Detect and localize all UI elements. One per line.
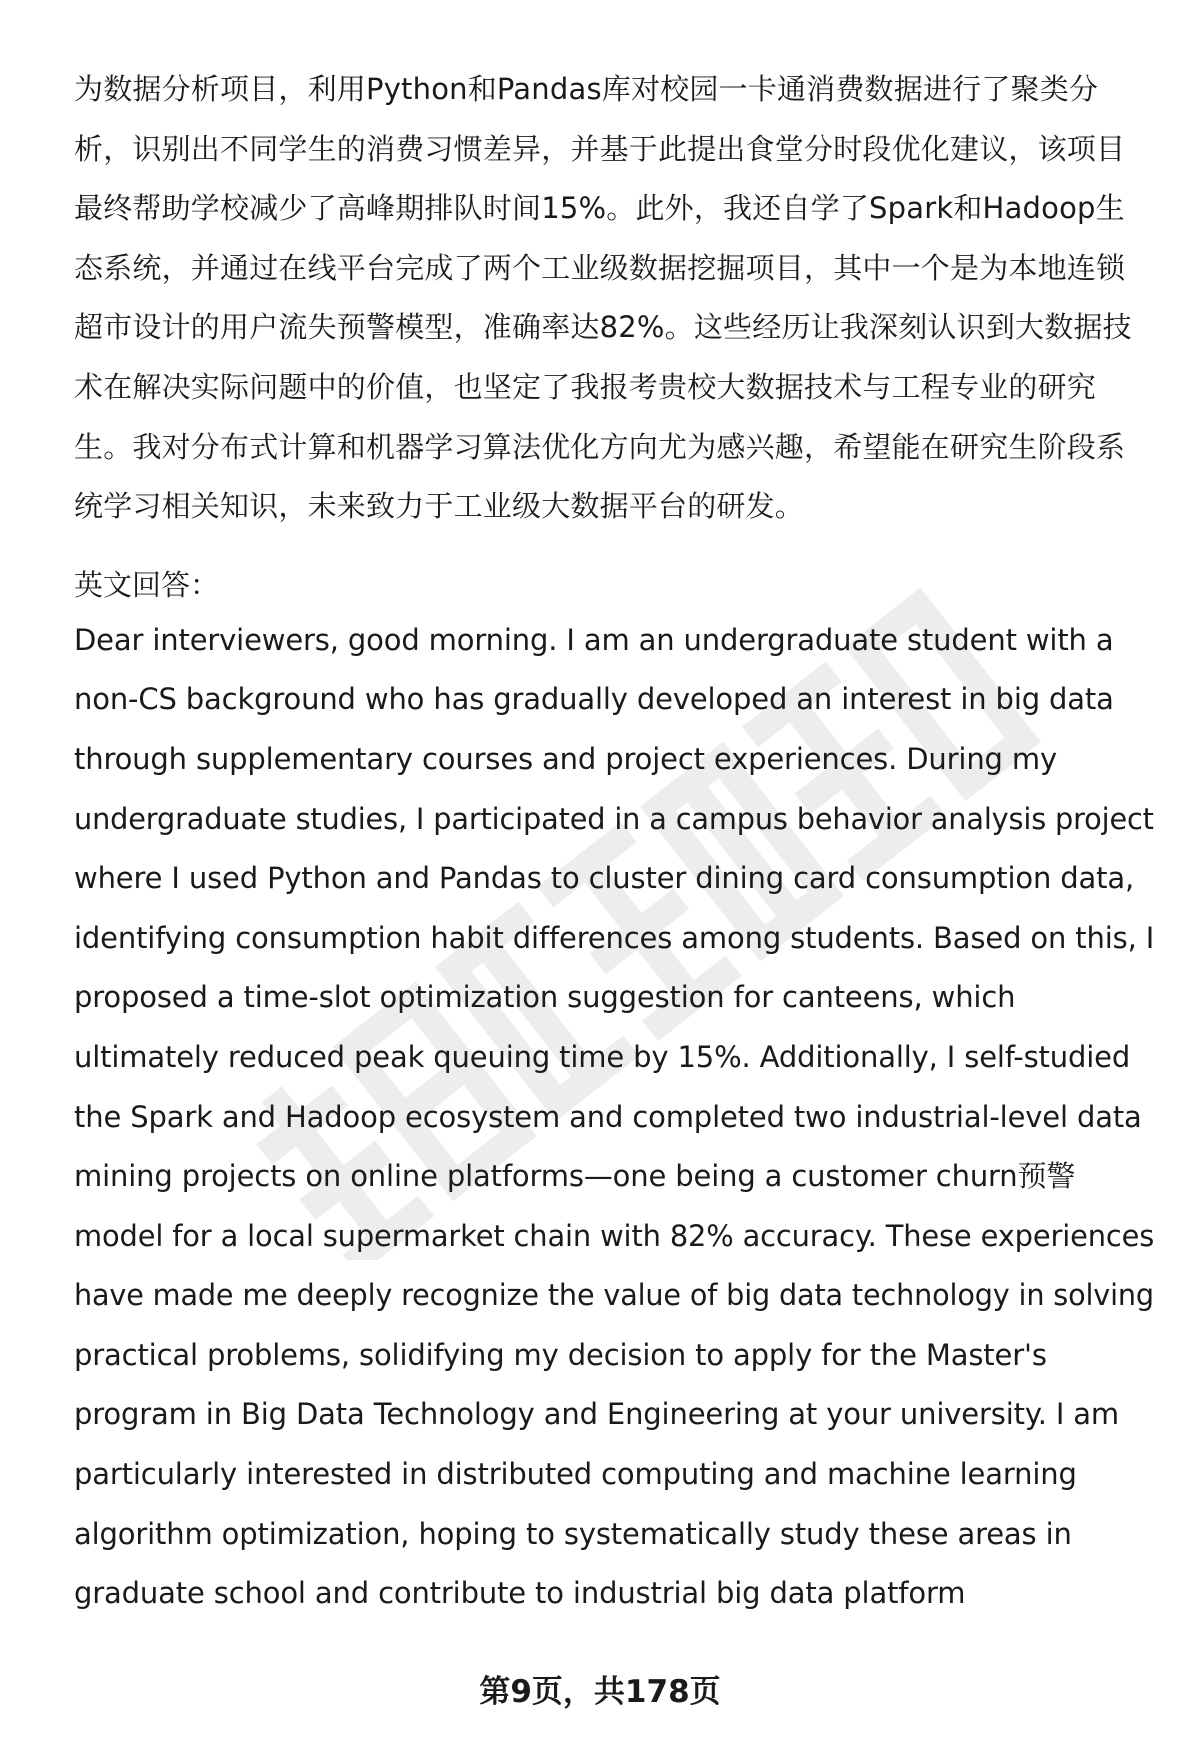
text-line: undergraduate studies, I participated in a campus behavior analysis project bbox=[74, 801, 1154, 836]
text-line: 为数据分析项目，利用Python和Pandas库对校园一卡通消费数据进行了聚类分 bbox=[74, 72, 1099, 106]
text-line: 术在解决实际问题中的价值，也坚定了我报考贵校大数据技术与工程专业的研究 bbox=[74, 369, 1097, 404]
text-line: ultimately reduced peak queuing time by 15%. Additionally, I self-studied bbox=[74, 1039, 1131, 1074]
english-answer-paragraph bbox=[74, 611, 1154, 1624]
text-line: proposed a time-slot optimization suggestion for canteens, which bbox=[74, 980, 1016, 1015]
text-line: model for a local supermarket chain with 82% accuracy. These experiences bbox=[74, 1218, 1155, 1253]
page-content bbox=[74, 60, 1154, 1624]
chinese-answer-paragraph bbox=[74, 60, 1154, 537]
text-line: 超市设计的用户流失预警模型，准确率达82%。这些经历让我深刻认识到大数据技 bbox=[74, 310, 1132, 345]
text-line: Dear interviewers, good morning. I am an undergraduate student with a bbox=[74, 622, 1114, 657]
text-line: non-CS background who has gradually developed an interest in big data bbox=[74, 682, 1114, 717]
text-line: identifying consumption habit differences among students. Based on this, I bbox=[74, 920, 1155, 955]
text-line: where I used Python and Pandas to cluster dining card consumption data, bbox=[74, 861, 1135, 896]
text-line: algorithm optimization, hoping to systematically study these areas in bbox=[74, 1516, 1072, 1551]
text-line: through supplementary courses and project experiences. During my bbox=[74, 741, 1057, 776]
page-number-footer: 第9页，共178页 bbox=[479, 1674, 721, 1710]
text-line: program in Big Data Technology and Engineering at your university. I am bbox=[74, 1397, 1120, 1432]
text-line: practical problems, solidifying my decision to apply for the Master's bbox=[74, 1337, 1047, 1372]
text-line: mining projects on online platforms—one being a customer churn预警 bbox=[74, 1159, 1076, 1194]
text-line: the Spark and Hadoop ecosystem and completed two industrial-level data bbox=[74, 1099, 1142, 1134]
text-line: 析，识别出不同学生的消费习惯差异，并基于此提出食堂分时段优化建议，该项目 bbox=[74, 131, 1126, 166]
english-answer-heading: 英文回答： bbox=[74, 567, 220, 602]
text-line: have made me deeply recognize the value of big data technology in solving bbox=[74, 1278, 1154, 1313]
text-line: 最终帮助学校减少了高峰期排队时间15%。此外，我还自学了Spark和Hadoop生 bbox=[74, 191, 1125, 226]
text-line: 态系统，并通过在线平台完成了两个工业级数据挖掘项目，其中一个是为本地连锁 bbox=[74, 250, 1126, 285]
text-line: particularly interested in distributed computing and machine learning bbox=[74, 1457, 1077, 1492]
text-line: 统学习相关知识，未来致力于工业级大数据平台的研发。 bbox=[74, 489, 805, 524]
text-line: 生。我对分布式计算和机器学习算法优化方向尤为感兴趣，希望能在研究生阶段系 bbox=[74, 429, 1126, 464]
text-line: graduate school and contribute to industrial big data platform bbox=[74, 1576, 966, 1611]
